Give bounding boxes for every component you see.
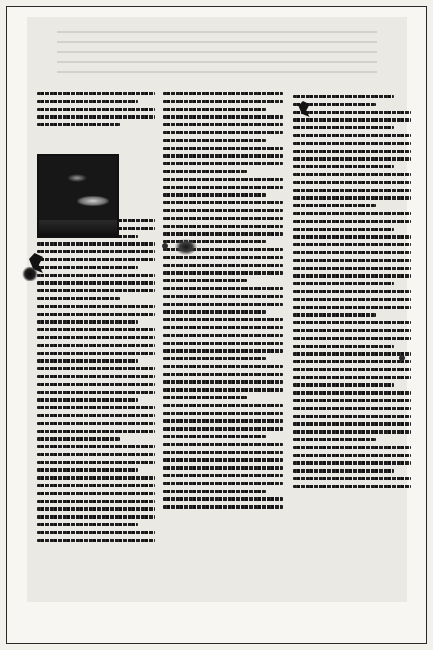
margin-mark xyxy=(162,243,168,249)
miniature-illustration xyxy=(37,154,119,238)
margin-mark xyxy=(399,355,405,361)
marginal-flourish xyxy=(21,267,39,281)
manuscript-leaf xyxy=(27,17,407,602)
show-through-text xyxy=(57,25,377,85)
text-column-3 xyxy=(293,95,411,565)
scanned-page xyxy=(6,6,427,644)
text-column-2 xyxy=(163,92,283,577)
text-column-1 xyxy=(37,92,155,577)
ink-initial xyxy=(175,239,197,255)
